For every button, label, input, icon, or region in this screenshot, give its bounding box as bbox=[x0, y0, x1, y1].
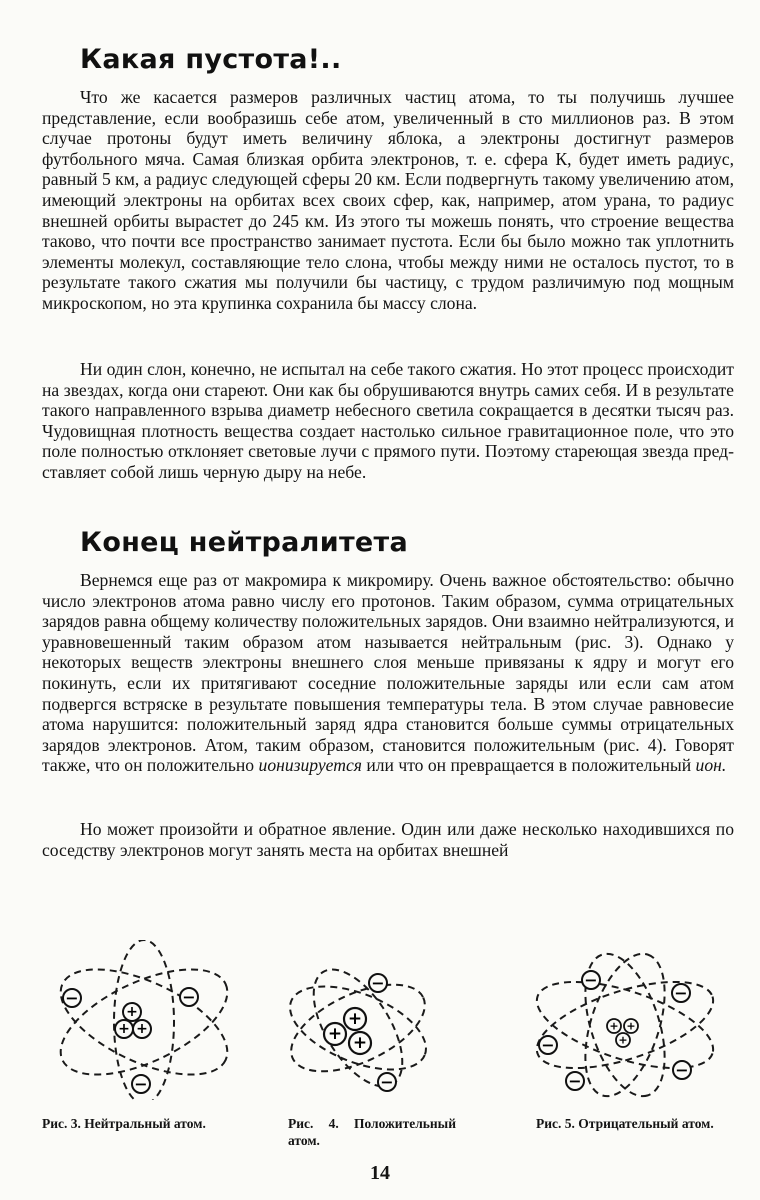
page-number: 14 bbox=[370, 1162, 390, 1184]
electron bbox=[566, 1072, 584, 1091]
paragraph: Что же касается размеров различных частиц атома, то ты получишь лучшее представление, если вообразишь себе атом, увеличенный в сто миллионов раз. В этом случае протоны будут иметь величину яблока, а электроны достигнут размеров футбольного мяча. Самая близкая орбита электронов, т. е. сфера К, будет иметь радиус, равный 5 км, а радиус следующей сферы 20 км. Если подвергнуть такому увеличению атом, имеющий электроны на орбитах всех своих сфер, как, например, атом урана, то радиус внешней орбиты вырастет до 245 км. Из этого ты можешь понять, что строение вещества таково, что почти все пространство занимает пустота. Если бы было можно так уплотнить элементы молекул, составляющие тело слона, чтобы между ними не осталось пустот, то в результате такого сжатия мы получили бы частицу, с трудом различимую под мощным микроскопом, но эта крупинка сохранила бы массу слона. bbox=[42, 87, 734, 313]
figure-caption: Рис. 4. Положительный атом. bbox=[288, 1116, 456, 1148]
svg-text:+: + bbox=[347, 1009, 363, 1029]
svg-text:−: − bbox=[674, 983, 688, 1003]
positive-atom-diagram bbox=[280, 950, 450, 1100]
svg-text:−: − bbox=[65, 988, 79, 1008]
electron bbox=[582, 971, 600, 990]
negative-atom-diagram bbox=[530, 945, 730, 1105]
electron bbox=[180, 988, 198, 1007]
neutral-atom-diagram bbox=[44, 940, 244, 1100]
proton bbox=[624, 1019, 638, 1033]
svg-text:+: + bbox=[618, 1033, 628, 1047]
svg-text:+: + bbox=[609, 1019, 619, 1033]
svg-text:−: − bbox=[675, 1060, 689, 1080]
proton bbox=[133, 1020, 151, 1038]
svg-text:−: − bbox=[134, 1074, 148, 1094]
electron bbox=[539, 1036, 557, 1055]
electron bbox=[673, 1061, 691, 1080]
svg-text:+: + bbox=[126, 1004, 138, 1020]
proton bbox=[324, 1023, 346, 1045]
proton bbox=[607, 1019, 621, 1033]
proton bbox=[123, 1003, 141, 1021]
proton bbox=[616, 1033, 630, 1047]
svg-text:+: + bbox=[118, 1021, 130, 1037]
electron bbox=[672, 984, 690, 1003]
svg-text:+: + bbox=[136, 1021, 148, 1037]
nucleus bbox=[115, 1003, 151, 1038]
svg-text:−: − bbox=[182, 987, 196, 1007]
svg-text:−: − bbox=[584, 970, 598, 990]
svg-text:+: + bbox=[352, 1033, 368, 1053]
svg-text:+: + bbox=[626, 1019, 636, 1033]
paragraph: Ни один слон, конечно, не испытал на себе такого сжатия. Но этот процесс происходит на звездах, когда они стареют. Они как бы обрушиваются внутрь самих себя. И в результате такого направленного взрыва диаметр небесного светила сокращается в десятки тысяч раз. Чудовищная плотность вещества создает настолько сильное гравитационное поле, что это поле полностью отклоняет световые лучи с прямого пути. Поэтому стареющая звезда представляет собой лишь черную дыру на небе. bbox=[42, 359, 734, 482]
paragraph: Но может произойти и обратное явление. Один или даже несколько находившихся по соседству электронов могут занять места на орбитах внешней bbox=[42, 819, 734, 860]
electron bbox=[63, 989, 81, 1008]
term-ionizes: ионизируется bbox=[258, 755, 362, 776]
electron bbox=[378, 1073, 396, 1092]
proton bbox=[349, 1032, 371, 1054]
svg-text:−: − bbox=[371, 973, 385, 993]
nucleus bbox=[607, 1019, 638, 1047]
svg-text:−: − bbox=[541, 1035, 555, 1055]
svg-text:−: − bbox=[568, 1071, 582, 1091]
electron bbox=[132, 1075, 150, 1094]
figure-caption: Рис. 3. Нейтральный атом. bbox=[42, 1116, 206, 1131]
figure-caption: Рис. 5. Отрицательный атом. bbox=[536, 1116, 714, 1131]
paragraph: Вернемся еще раз от макромира к микромиру. Очень важное обстоятельство: обычно число электронов атома равно числу его протонов. Таким образом, сумма отрицательных зарядов равна общему количеству положительных зарядов. Они взаимно нейтрализуются, и уравновешенный таким образом атом называется нейтральным (рис. 3). Однако у некоторых веществ электроны внешнего слоя меньше привязаны к ядру и могут его покинуть, если их притягивают соседние положительные заряды или если сам атом подвергся встряске в результате повышения температуры тела. В этом случае равновесие атома нарушится: положительный заряд ядра становится больше суммы отрицательных зарядов электронов. Атом, таким образом, становится положительным (рис. 4). Говорят также, что он положительно ионизируется или что он превращается в положительный ион. bbox=[42, 570, 734, 776]
proton bbox=[344, 1008, 366, 1030]
term-ion: ион. bbox=[695, 755, 727, 776]
electron bbox=[369, 974, 387, 993]
section-title-end-of-neutrality: Конец нейтралитета bbox=[80, 527, 409, 558]
svg-text:−: − bbox=[380, 1072, 394, 1092]
svg-text:+: + bbox=[327, 1024, 343, 1044]
proton bbox=[115, 1020, 133, 1038]
section-title-emptiness: Какая пустота!.. bbox=[80, 44, 342, 75]
